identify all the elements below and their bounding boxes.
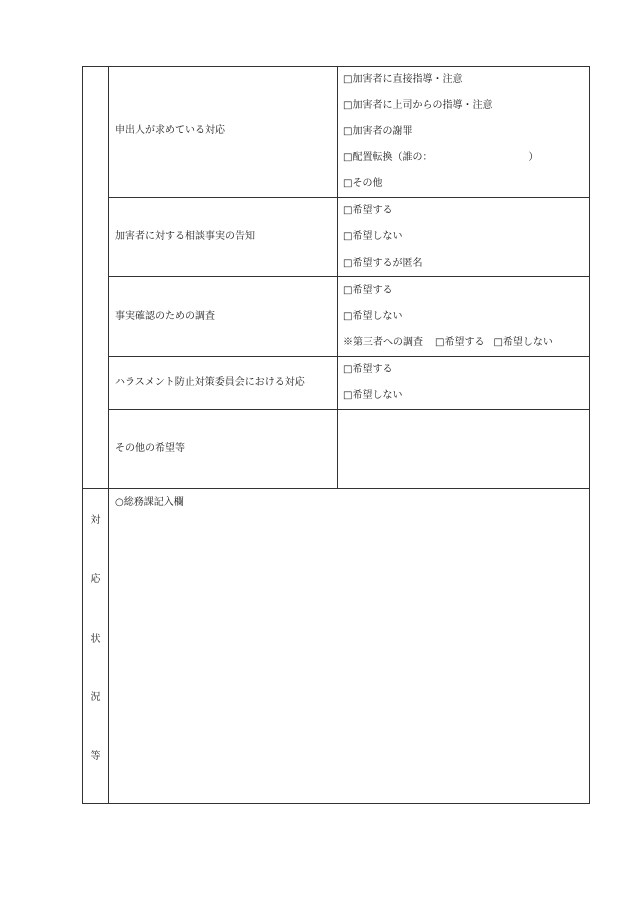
response-status-char: 状 bbox=[90, 634, 101, 645]
left-column-divider bbox=[108, 67, 109, 803]
response-status-char: 況 bbox=[90, 692, 101, 703]
response-status-char: 対 bbox=[90, 515, 101, 526]
reassignment-prefix: □配置転換（誰の： bbox=[343, 152, 433, 163]
third-party-investigation bbox=[343, 337, 553, 349]
third-party-yes[interactable]: □希望する bbox=[435, 337, 485, 348]
general-affairs-note: ○総務課記入欄 bbox=[115, 497, 184, 508]
row-divider bbox=[109, 197, 589, 198]
committee-response-label: ハラスメント防止対策委員会における対応 bbox=[115, 377, 305, 388]
third-party-no[interactable]: □希望しない bbox=[493, 337, 553, 348]
notify-option-no[interactable]: □希望しない bbox=[343, 231, 403, 242]
option-direct-guidance[interactable]: □加害者に直接指導・注意 bbox=[343, 74, 463, 85]
notify-accused-label: 加害者に対する相談事実の告知 bbox=[115, 231, 255, 242]
investigation-option-yes[interactable]: □希望する bbox=[343, 285, 393, 296]
response-status-char: 等 bbox=[90, 751, 101, 762]
option-other[interactable]: □その他 bbox=[343, 178, 383, 189]
harassment-consultation-form bbox=[82, 66, 590, 804]
fact-investigation-label: 事実確認のための調査 bbox=[115, 311, 215, 322]
committee-option-yes[interactable]: □希望する bbox=[343, 364, 393, 375]
reassignment-suffix: ） bbox=[528, 152, 539, 163]
row-divider bbox=[109, 356, 589, 357]
section-divider bbox=[83, 488, 589, 489]
third-party-label: ※第三者への調査 bbox=[343, 337, 423, 348]
option-apology[interactable]: □加害者の謝罪 bbox=[343, 126, 413, 137]
notify-option-anonymous[interactable]: □希望するが匿名 bbox=[343, 258, 423, 269]
row-divider bbox=[109, 276, 589, 277]
other-requests-field[interactable] bbox=[339, 410, 589, 487]
committee-option-no[interactable]: □希望しない bbox=[343, 390, 403, 401]
option-reassignment[interactable] bbox=[343, 152, 538, 164]
value-column-divider bbox=[337, 67, 338, 489]
requested-response-label: 申出人が求めている対応 bbox=[115, 125, 225, 136]
notify-option-yes[interactable]: □希望する bbox=[343, 205, 393, 216]
response-status-char: 応 bbox=[90, 574, 101, 585]
option-supervisor-guidance[interactable]: □加害者に上司からの指導・注意 bbox=[343, 100, 493, 111]
response-status-field[interactable] bbox=[110, 513, 588, 801]
other-requests-label: その他の希望等 bbox=[115, 443, 185, 454]
investigation-option-no[interactable]: □希望しない bbox=[343, 311, 403, 322]
